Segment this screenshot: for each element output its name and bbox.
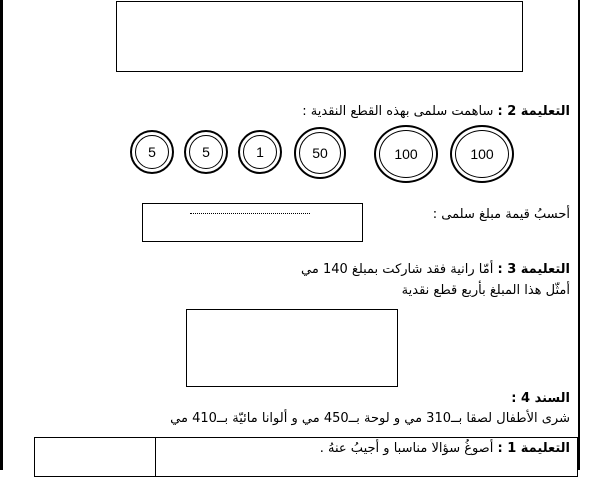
instruction-1-line xyxy=(320,441,570,457)
coin-value: 1 xyxy=(256,144,264,160)
instruction-3-line xyxy=(301,262,570,278)
instruction-3-text: أمّا رانية فقد شاركت بمبلغ 140 مي xyxy=(301,262,494,277)
instruction-1-text: أصوغُ سؤالا مناسبا و أجيبُ عنهُ . xyxy=(319,441,494,456)
coin-100 xyxy=(374,125,438,183)
instruction-1-label: التعليمة 1 : xyxy=(497,441,570,456)
answer-box-top[interactable] xyxy=(116,1,523,72)
coin-value: 100 xyxy=(394,146,418,162)
coin-5 xyxy=(130,130,174,174)
coin-1 xyxy=(238,130,282,174)
instruction-3-line2: أمثّل هذا المبلغ بأربع قطع نقدية xyxy=(401,283,570,298)
instruction-2-line xyxy=(302,104,570,120)
coin-100 xyxy=(450,125,514,183)
left-margin-rule xyxy=(0,0,3,470)
coin-value: 50 xyxy=(312,145,328,161)
right-margin-rule xyxy=(578,0,580,470)
calc-prompt: أحسبُ قيمة مبلغ سلمى : xyxy=(432,207,570,222)
table-divider xyxy=(155,437,156,477)
coin-value: 5 xyxy=(202,144,210,160)
coin-5 xyxy=(184,130,228,174)
answer-dotted-line xyxy=(190,213,310,214)
support-4-text: شرى الأطفال لصقا بــ310 مي و لوحة بــ450 مي و ألوانا مائيّة بــ410 مي xyxy=(170,411,570,426)
coins-answer-box[interactable] xyxy=(186,309,398,387)
coin-50 xyxy=(294,127,346,179)
coin-value: 100 xyxy=(470,146,494,162)
coin-value: 5 xyxy=(148,144,156,160)
calc-answer-box[interactable] xyxy=(142,203,363,242)
instruction-2-label: التعليمة 2 : xyxy=(497,104,570,119)
support-4-label: السند 4 : xyxy=(511,391,570,406)
instruction-2-text: ساهمت سلمى بهذه القطع النقدية : xyxy=(302,104,494,119)
instruction-3-label: التعليمة 3 : xyxy=(497,262,570,277)
